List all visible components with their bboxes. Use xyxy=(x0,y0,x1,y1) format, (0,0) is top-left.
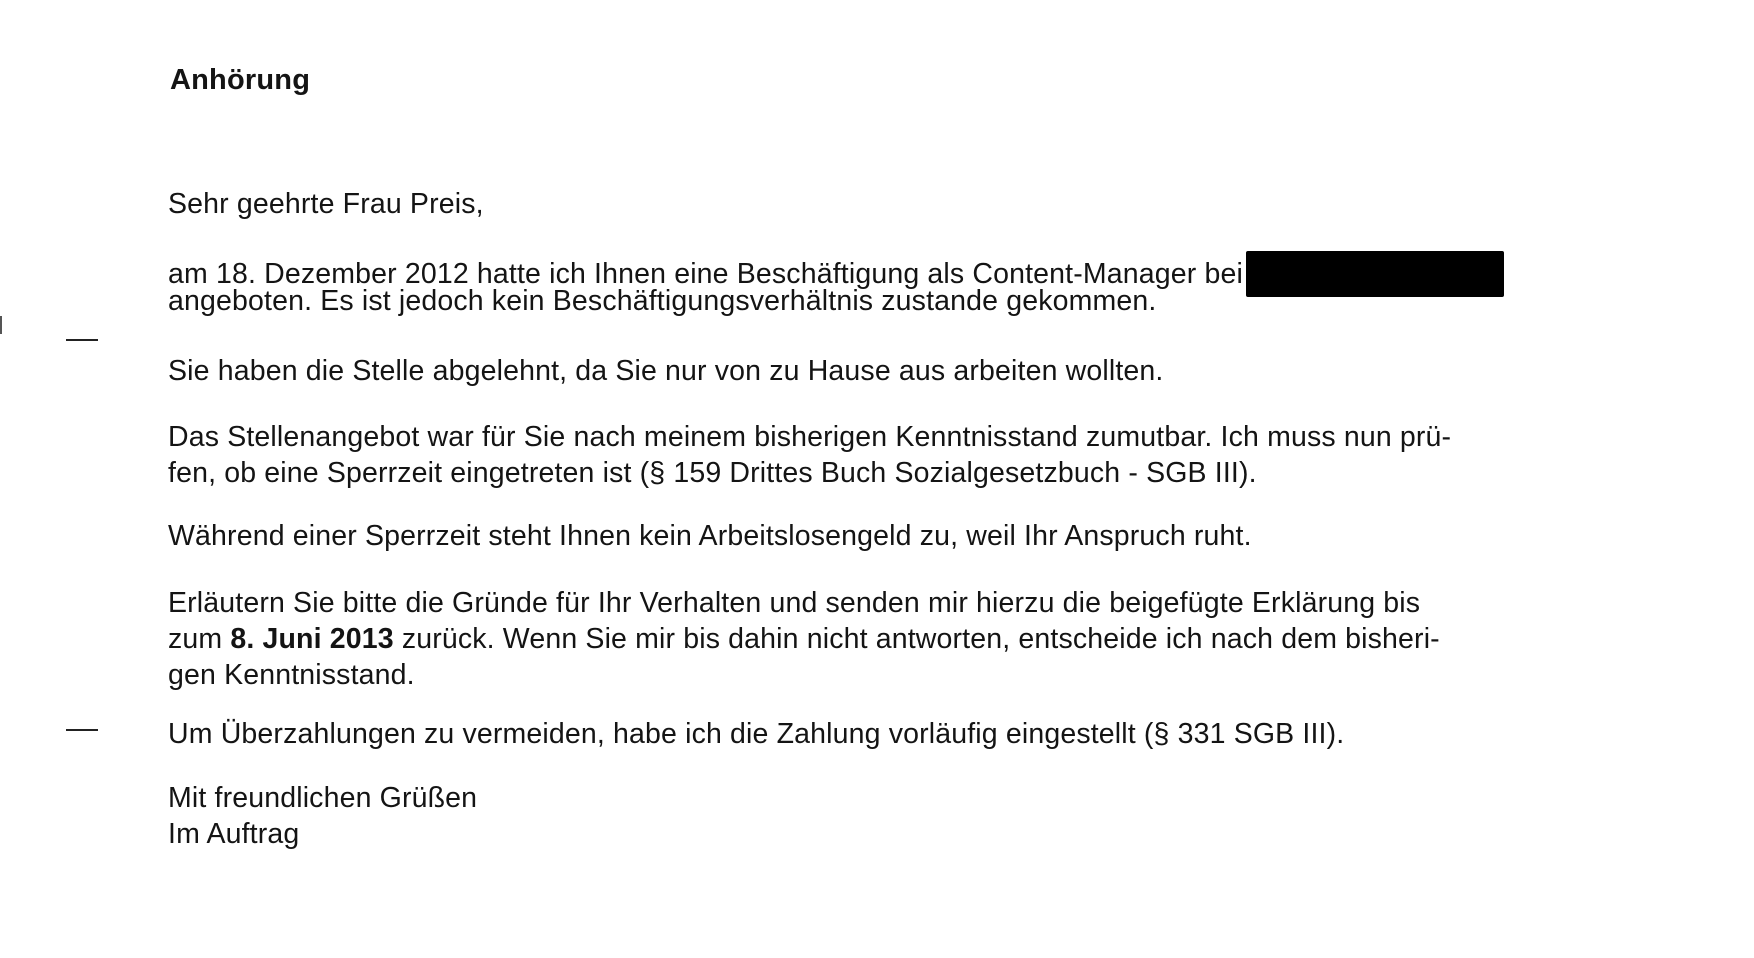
paragraph-blocking-period-text: Während einer Sperrzeit steht Ihnen kein Arbeitslosengeld zu, weil Ihr Anspruch ruht. xyxy=(168,520,1252,552)
paragraph-request-reasons-line-3: gen Kenntnisstand. xyxy=(168,659,415,691)
salutation xyxy=(168,186,1628,222)
letter-heading: Anhörung xyxy=(170,64,311,96)
paragraph-request-reasons xyxy=(168,585,1628,693)
redacted-employer-block xyxy=(1246,251,1504,297)
deadline-prefix: zum xyxy=(168,623,231,655)
paragraph-job-offer-line-1-text: am 18. Dezember 2012 hatte ich Ihnen eine Beschäftigung als Content-Manager bei xyxy=(168,258,1243,290)
closing-on-behalf: Im Auftrag xyxy=(168,818,300,850)
paragraph-rejection xyxy=(168,353,1628,389)
salutation-text: Sehr geehrte Frau Preis, xyxy=(168,188,484,220)
closing-greeting: Mit freundlichen Grüßen xyxy=(168,782,478,814)
paragraph-job-offer-line-2: angeboten. Es ist jedoch kein Beschäftigungsverhältnis zustande gekommen. xyxy=(168,285,1157,317)
paragraph-payment-suspended xyxy=(168,716,1628,752)
paragraph-blocking-period xyxy=(168,518,1628,554)
paragraph-payment-suspended-text: Um Überzahlungen zu vermeiden, habe ich die Zahlung vorläufig eingestellt (§ 331 SGB III). xyxy=(168,718,1345,750)
closing xyxy=(168,780,1628,852)
margin-fold-mark-bottom xyxy=(66,729,98,731)
paragraph-request-reasons-line-1: Erläutern Sie bitte die Gründe für Ihr Verhalten und senden mir hierzu die beigefügte Erklärung bis xyxy=(168,587,1421,619)
paragraph-rejection-text: Sie haben die Stelle abgelehnt, da Sie nur von zu Hause aus arbeiten wollten. xyxy=(168,355,1164,387)
margin-fold-mark-top xyxy=(66,339,98,341)
scan-edge-mark xyxy=(0,316,2,334)
deadline-date: 8. Juni 2013 xyxy=(230,623,394,655)
paragraph-suitability-line-1: Das Stellenangebot war für Sie nach meinem bisherigen Kenntnisstand zumutbar. Ich muss nun prü- xyxy=(168,421,1452,453)
paragraph-suitability xyxy=(168,419,1628,491)
paragraph-request-reasons-line-2 xyxy=(168,621,1628,657)
deadline-suffix: zurück. Wenn Sie mir bis dahin nicht antworten, entscheide ich nach dem bisheri- xyxy=(393,623,1440,655)
paragraph-job-offer xyxy=(168,251,1628,319)
paragraph-suitability-line-2: fen, ob eine Sperrzeit eingetreten ist (§ 159 Drittes Buch Sozialgesetzbuch - SGB III). xyxy=(168,457,1257,489)
